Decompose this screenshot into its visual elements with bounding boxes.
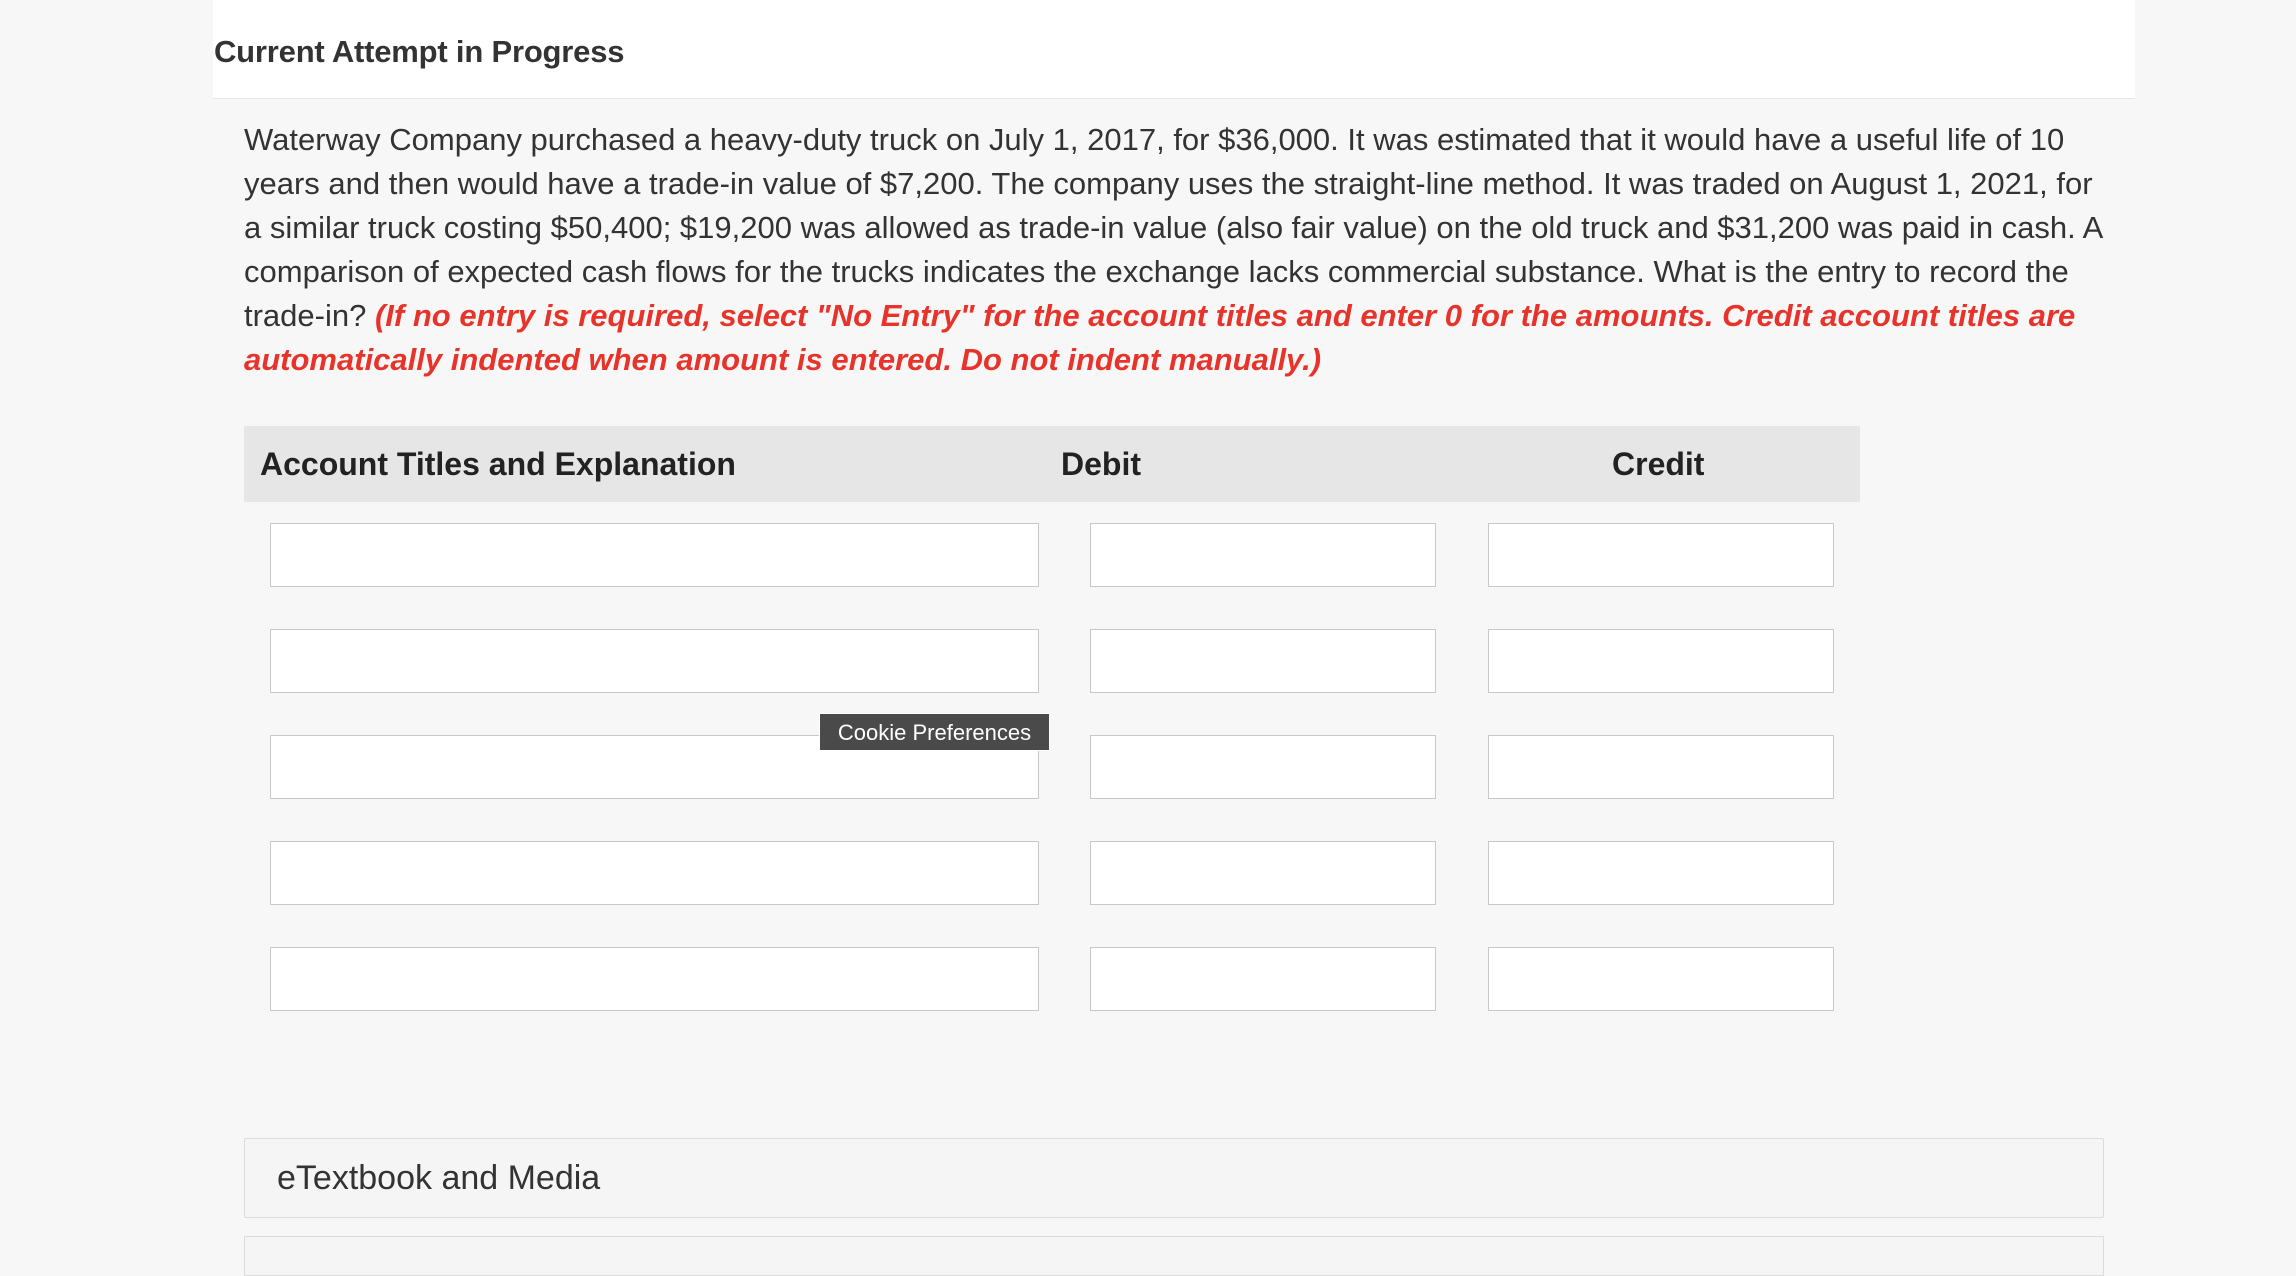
etextbook-media-label: eTextbook and Media [277,1159,601,1197]
journal-entry-table [244,426,1860,502]
debit-input[interactable] [1090,629,1436,693]
page-title: Current Attempt in Progress [214,34,625,69]
debit-input[interactable] [1090,523,1436,587]
column-header-credit: Credit [1612,446,1705,482]
account-title-input[interactable] [270,947,1039,1011]
credit-input[interactable] [1488,735,1834,799]
question-body: Waterway Company purchased a heavy-duty truck on July 1, 2017, for $36,000. It was estimated that it would have a useful life of 10 years and then would have a trade-in value of $7,200. The company uses the straight-line method. It was traded on August 1, 2021, for a similar truck costing $50,400; $19,200 was allowed as trade-in value (also fair value) on the old truck and $31,200 was paid in cash. A comparison of expected cash flows for the trucks indicates the exchange lacks commercial substance. What is the entry to record the trade-in? [244,122,2102,333]
debit-input[interactable] [1090,947,1436,1011]
journal-row [244,735,1860,801]
column-header-account: Account Titles and Explanation [260,446,736,482]
attempt-header [213,0,2135,99]
credit-input[interactable] [1488,629,1834,693]
etextbook-media-panel[interactable] [244,1138,2104,1218]
account-title-input[interactable] [270,841,1039,905]
question-instruction: (If no entry is required, select "No Entry" for the account titles and enter 0 for the amounts. Credit account titles are automatically indented when amount is entered. Do not indent manually.) [244,298,2076,377]
question-text [244,118,2104,382]
debit-input[interactable] [1090,841,1436,905]
journal-row [244,841,1860,907]
account-title-input[interactable] [270,629,1039,693]
credit-input[interactable] [1488,841,1834,905]
debit-input[interactable] [1090,735,1436,799]
credit-input[interactable] [1488,947,1834,1011]
cookie-preferences-button[interactable]: Cookie Preferences [819,713,1050,751]
journal-row [244,947,1860,1013]
journal-row [244,523,1860,589]
column-header-debit: Debit [1061,446,1141,482]
journal-row [244,629,1860,695]
next-resource-panel [244,1236,2104,1276]
journal-header-row [244,426,1860,502]
account-title-input[interactable] [270,523,1039,587]
credit-input[interactable] [1488,523,1834,587]
